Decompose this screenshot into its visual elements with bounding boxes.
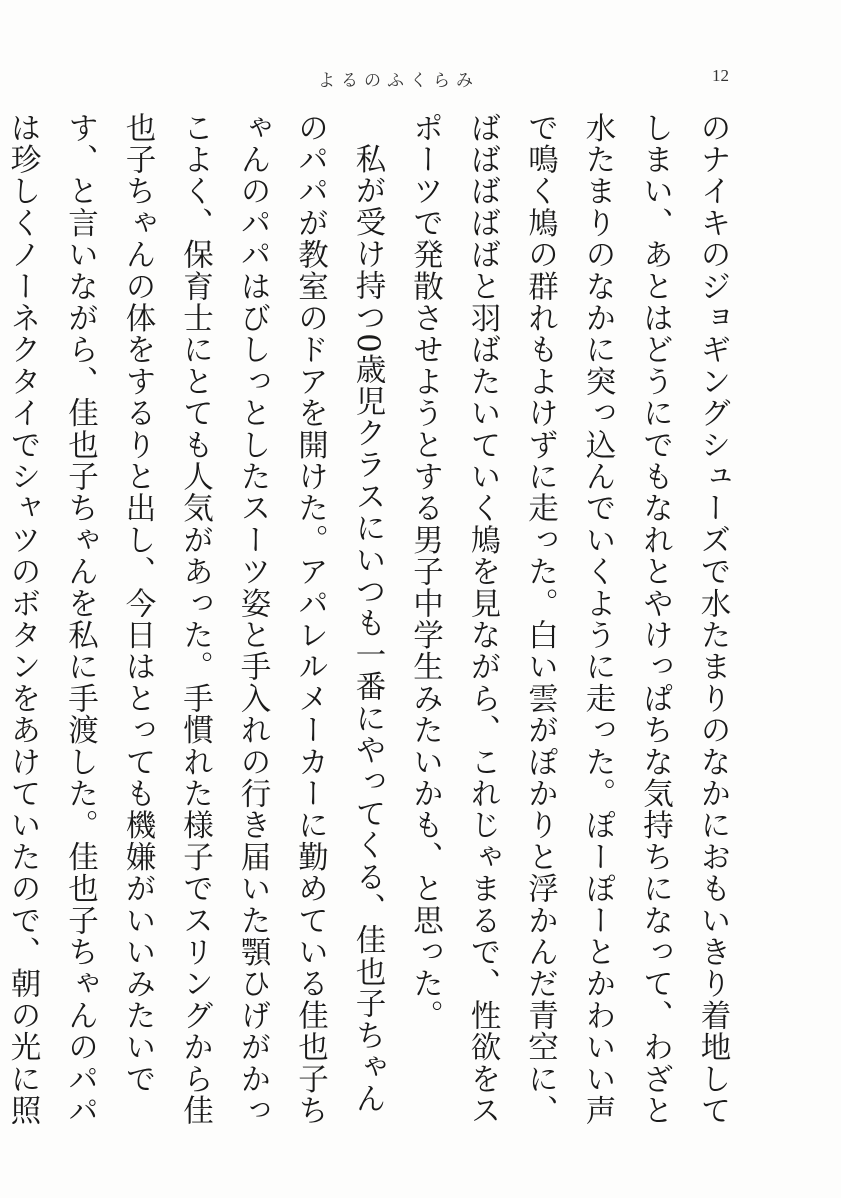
running-title: よるのふくらみ xyxy=(318,71,479,91)
page-number: 12 xyxy=(712,66,729,85)
paragraph-continuation: のナイキのジョギングシューズで水たまりのなかにおもいきり着地してしまい、あとはどうにでもなれとやけっぱちな気持ちになって、わざと水たまりのなかに突っ込んでいくように走った。ぽーぽーとかわいい声で鳴く鳩の群れもよけずに走った。白い雲がぽかりと浮かんだ青空に、ばばばばばと羽ばたいていく鳩を見ながら、これじゃまるで、性欲をスポーツで発散させようとする男子中学生みたいかも、と思った。 xyxy=(407,112,730,1127)
body-text xyxy=(5,112,741,1142)
paragraph: 私が受け持つ0歳児クラスにいつも一番にやってくる、佳也子ちゃんのパパが教室のドアを開けた。アパレルメーカーに勤めている佳也子ちゃんのパパはびしっとしたスーツ姿と手入れの行き届いた顎ひげがかっこよく、保育士にとても人気があった。手慣れた様子でスリングから佳也子ちゃんの体をするりと出し、今日はとっても機嫌がいいみたいです、と言いながら、佳也子ちゃんを私に手渡した。佳也子ちゃんのパパは珍しくノーネクタイでシャツのボタンをあけていたので、朝の光に照 xyxy=(5,112,385,1127)
